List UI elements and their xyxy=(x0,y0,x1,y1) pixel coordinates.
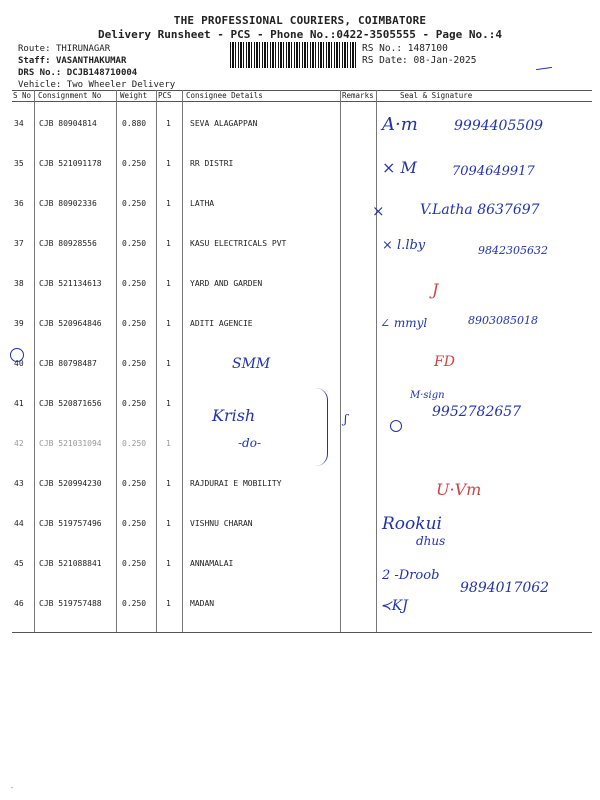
cell-consignee: VISHNU CHARAN xyxy=(190,519,253,528)
signature-row-45: 2 -Droob xyxy=(382,568,440,583)
cell-pcs: 1 xyxy=(166,519,171,528)
cell-weight: 0.250 xyxy=(122,479,147,488)
cell-consignee: YARD AND GARDEN xyxy=(190,279,263,288)
handwritten-phone-35: 7094649917 xyxy=(452,164,535,179)
cell-consignment: CJB 520964846 xyxy=(39,319,102,328)
cell-weight: 0.250 xyxy=(122,159,147,168)
cell-consignee: SEVA ALAGAPPAN xyxy=(190,119,258,128)
header-weight: Weight xyxy=(120,91,148,100)
handwritten-phone-41: 9952782657 xyxy=(432,404,522,420)
cell-weight: 0.250 xyxy=(122,519,147,528)
cell-pcs: 1 xyxy=(166,279,171,288)
cell-pcs: 1 xyxy=(166,359,171,368)
cell-weight: 0.250 xyxy=(122,319,147,328)
drs-label: DRS No.: xyxy=(18,68,62,78)
cell-weight: 0.250 xyxy=(122,439,147,448)
cell-consignee: MADAN xyxy=(190,599,215,608)
rs-date-line xyxy=(362,55,476,66)
drs-line xyxy=(18,68,137,78)
handwritten-brace xyxy=(316,388,328,466)
signature-row-44-sub: dhus xyxy=(416,534,446,548)
cell-consignee: KASU ELECTRICALS PVT xyxy=(190,239,287,248)
cell-pcs: 1 xyxy=(166,319,171,328)
cell-pcs: 1 xyxy=(166,559,171,568)
cell-pcs: 1 xyxy=(166,159,171,168)
route-value: THIRUNAGAR xyxy=(55,44,111,54)
cell-sno: 34 xyxy=(14,119,24,128)
cell-consignment: CJB 521134613 xyxy=(39,279,102,288)
handwritten-phone-45: 9894017062 xyxy=(460,580,550,596)
header-seal: Seal & Signature xyxy=(400,91,473,100)
cell-sno: 37 xyxy=(14,239,24,248)
table-row xyxy=(12,501,592,541)
cell-consignee: ADITI AGENCIE xyxy=(190,319,253,328)
cell-sno: 42 xyxy=(14,439,24,448)
cell-pcs: 1 xyxy=(166,239,171,248)
staff-label: Staff: xyxy=(18,56,51,66)
rs-date-value: 08-Jan-2025 xyxy=(413,55,477,66)
handwritten-phone-37: 9842305632 xyxy=(478,244,548,257)
cell-sno: 40 xyxy=(14,359,24,368)
signature-row-35: × M xyxy=(382,158,417,177)
cell-consignment: CJB 80902336 xyxy=(39,199,97,208)
cell-sno: 46 xyxy=(14,599,24,608)
cell-weight: 0.250 xyxy=(122,359,147,368)
rs-number-label: RS No.: xyxy=(362,43,403,54)
drs-value: DCJB148710004 xyxy=(66,68,138,78)
table-row xyxy=(12,341,592,381)
cell-consignment: CJB 80928556 xyxy=(39,239,97,248)
cell-weight: 0.250 xyxy=(122,279,147,288)
signature-row-36: × xyxy=(372,202,385,220)
cell-consignment: CJB 80904814 xyxy=(39,119,97,128)
cell-consignee: ANNAMALAI xyxy=(190,559,234,568)
cell-sno: 44 xyxy=(14,519,24,528)
cell-sno: 35 xyxy=(14,159,24,168)
header-remarks: Remarks xyxy=(342,91,374,100)
signature-row-41: M·sign xyxy=(410,390,445,401)
rs-date-label: RS Date: xyxy=(362,55,408,66)
route-label: Route: xyxy=(18,44,51,54)
signature-row-44: Rookui xyxy=(382,514,442,534)
cell-pcs: 1 xyxy=(166,119,171,128)
header-consignee: Consignee Details xyxy=(186,91,263,100)
handwritten-remark-40: FD xyxy=(434,354,455,370)
company-title: THE PROFESSIONAL COURIERS, COIMBATORE xyxy=(173,14,427,27)
handwritten-name-41: Krish xyxy=(212,406,256,425)
cell-sno: 43 xyxy=(14,479,24,488)
cell-pcs: 1 xyxy=(166,399,171,408)
handwritten-ditto-41: -do- xyxy=(238,436,262,450)
cell-pcs: 1 xyxy=(166,439,171,448)
cell-sno: 36 xyxy=(14,199,24,208)
header-sno: S No xyxy=(13,91,32,100)
header-consignment: Consignment No xyxy=(38,91,102,100)
circle-mark-42 xyxy=(390,420,402,432)
signature-row-37: × l.lby xyxy=(382,238,426,253)
vehicle-line xyxy=(18,80,175,90)
initials-mark-41: ʃ xyxy=(344,412,348,426)
table-row xyxy=(12,261,592,301)
cell-weight: 0.250 xyxy=(122,599,147,608)
cell-consignee: LATHA xyxy=(190,199,215,208)
cell-weight: 0.880 xyxy=(122,119,147,128)
cell-weight: 0.250 xyxy=(122,199,147,208)
vehicle-label: Vehicle: xyxy=(18,80,62,90)
table-row xyxy=(12,461,592,501)
cell-consignment: CJB 519757488 xyxy=(39,599,102,608)
handwritten-phone-34: 9994405509 xyxy=(454,118,544,134)
route-line xyxy=(18,44,110,54)
signature-row-34: A·m xyxy=(382,114,418,135)
rs-number-line xyxy=(362,43,448,54)
cell-pcs: 1 xyxy=(166,479,171,488)
table-row xyxy=(12,421,592,461)
table-rule xyxy=(12,632,592,633)
rs-number-value: 1487100 xyxy=(407,43,448,54)
signature-row-43: U·Vm xyxy=(436,480,482,499)
barcode xyxy=(230,42,356,68)
runsheet-subtitle: Delivery Runsheet - PCS - Phone No.:0422-3505555 - Page No.:4 xyxy=(98,28,502,41)
cell-consignment: CJB 519757496 xyxy=(39,519,102,528)
cell-consignment: CJB 520871656 xyxy=(39,399,102,408)
cell-weight: 0.250 xyxy=(122,559,147,568)
staff-line xyxy=(18,56,126,66)
pen-mark xyxy=(536,67,552,70)
cell-sno: 39 xyxy=(14,319,24,328)
cell-pcs: 1 xyxy=(166,599,171,608)
cell-consignee: RR DISTRI xyxy=(190,159,234,168)
signature-row-39: ∠ mmyl xyxy=(380,316,428,330)
cell-consignment: CJB 521091178 xyxy=(39,159,102,168)
cell-consignment: CJB 521031094 xyxy=(39,439,102,448)
table-row xyxy=(12,541,592,581)
staff-value: VASANTHAKUMAR xyxy=(55,56,127,66)
cell-weight: 0.250 xyxy=(122,239,147,248)
handwritten-phone-39: 8903085018 xyxy=(468,314,538,327)
cell-consignment: CJB 521088841 xyxy=(39,559,102,568)
cell-weight: 0.250 xyxy=(122,399,147,408)
signature-row-38: J xyxy=(432,280,439,299)
cell-consignment: CJB 520994230 xyxy=(39,479,102,488)
cell-sno: 45 xyxy=(14,559,24,568)
cell-consignee: RAJDURAI E MOBILITY xyxy=(190,479,282,488)
cell-sno: 41 xyxy=(14,399,24,408)
cell-sno: 38 xyxy=(14,279,24,288)
corner-mark: - xyxy=(10,784,15,792)
cell-pcs: 1 xyxy=(166,199,171,208)
circle-mark-40 xyxy=(10,348,24,362)
vehicle-value: Two Wheeler Delivery xyxy=(66,80,176,90)
cell-consignment: CJB 80798487 xyxy=(39,359,97,368)
handwritten-name-40: SMM xyxy=(232,356,271,372)
handwritten-note-36: V.Latha 8637697 xyxy=(420,202,540,218)
signature-row-46: ≺KJ xyxy=(380,598,408,614)
header-pcs: PCS xyxy=(158,91,172,100)
